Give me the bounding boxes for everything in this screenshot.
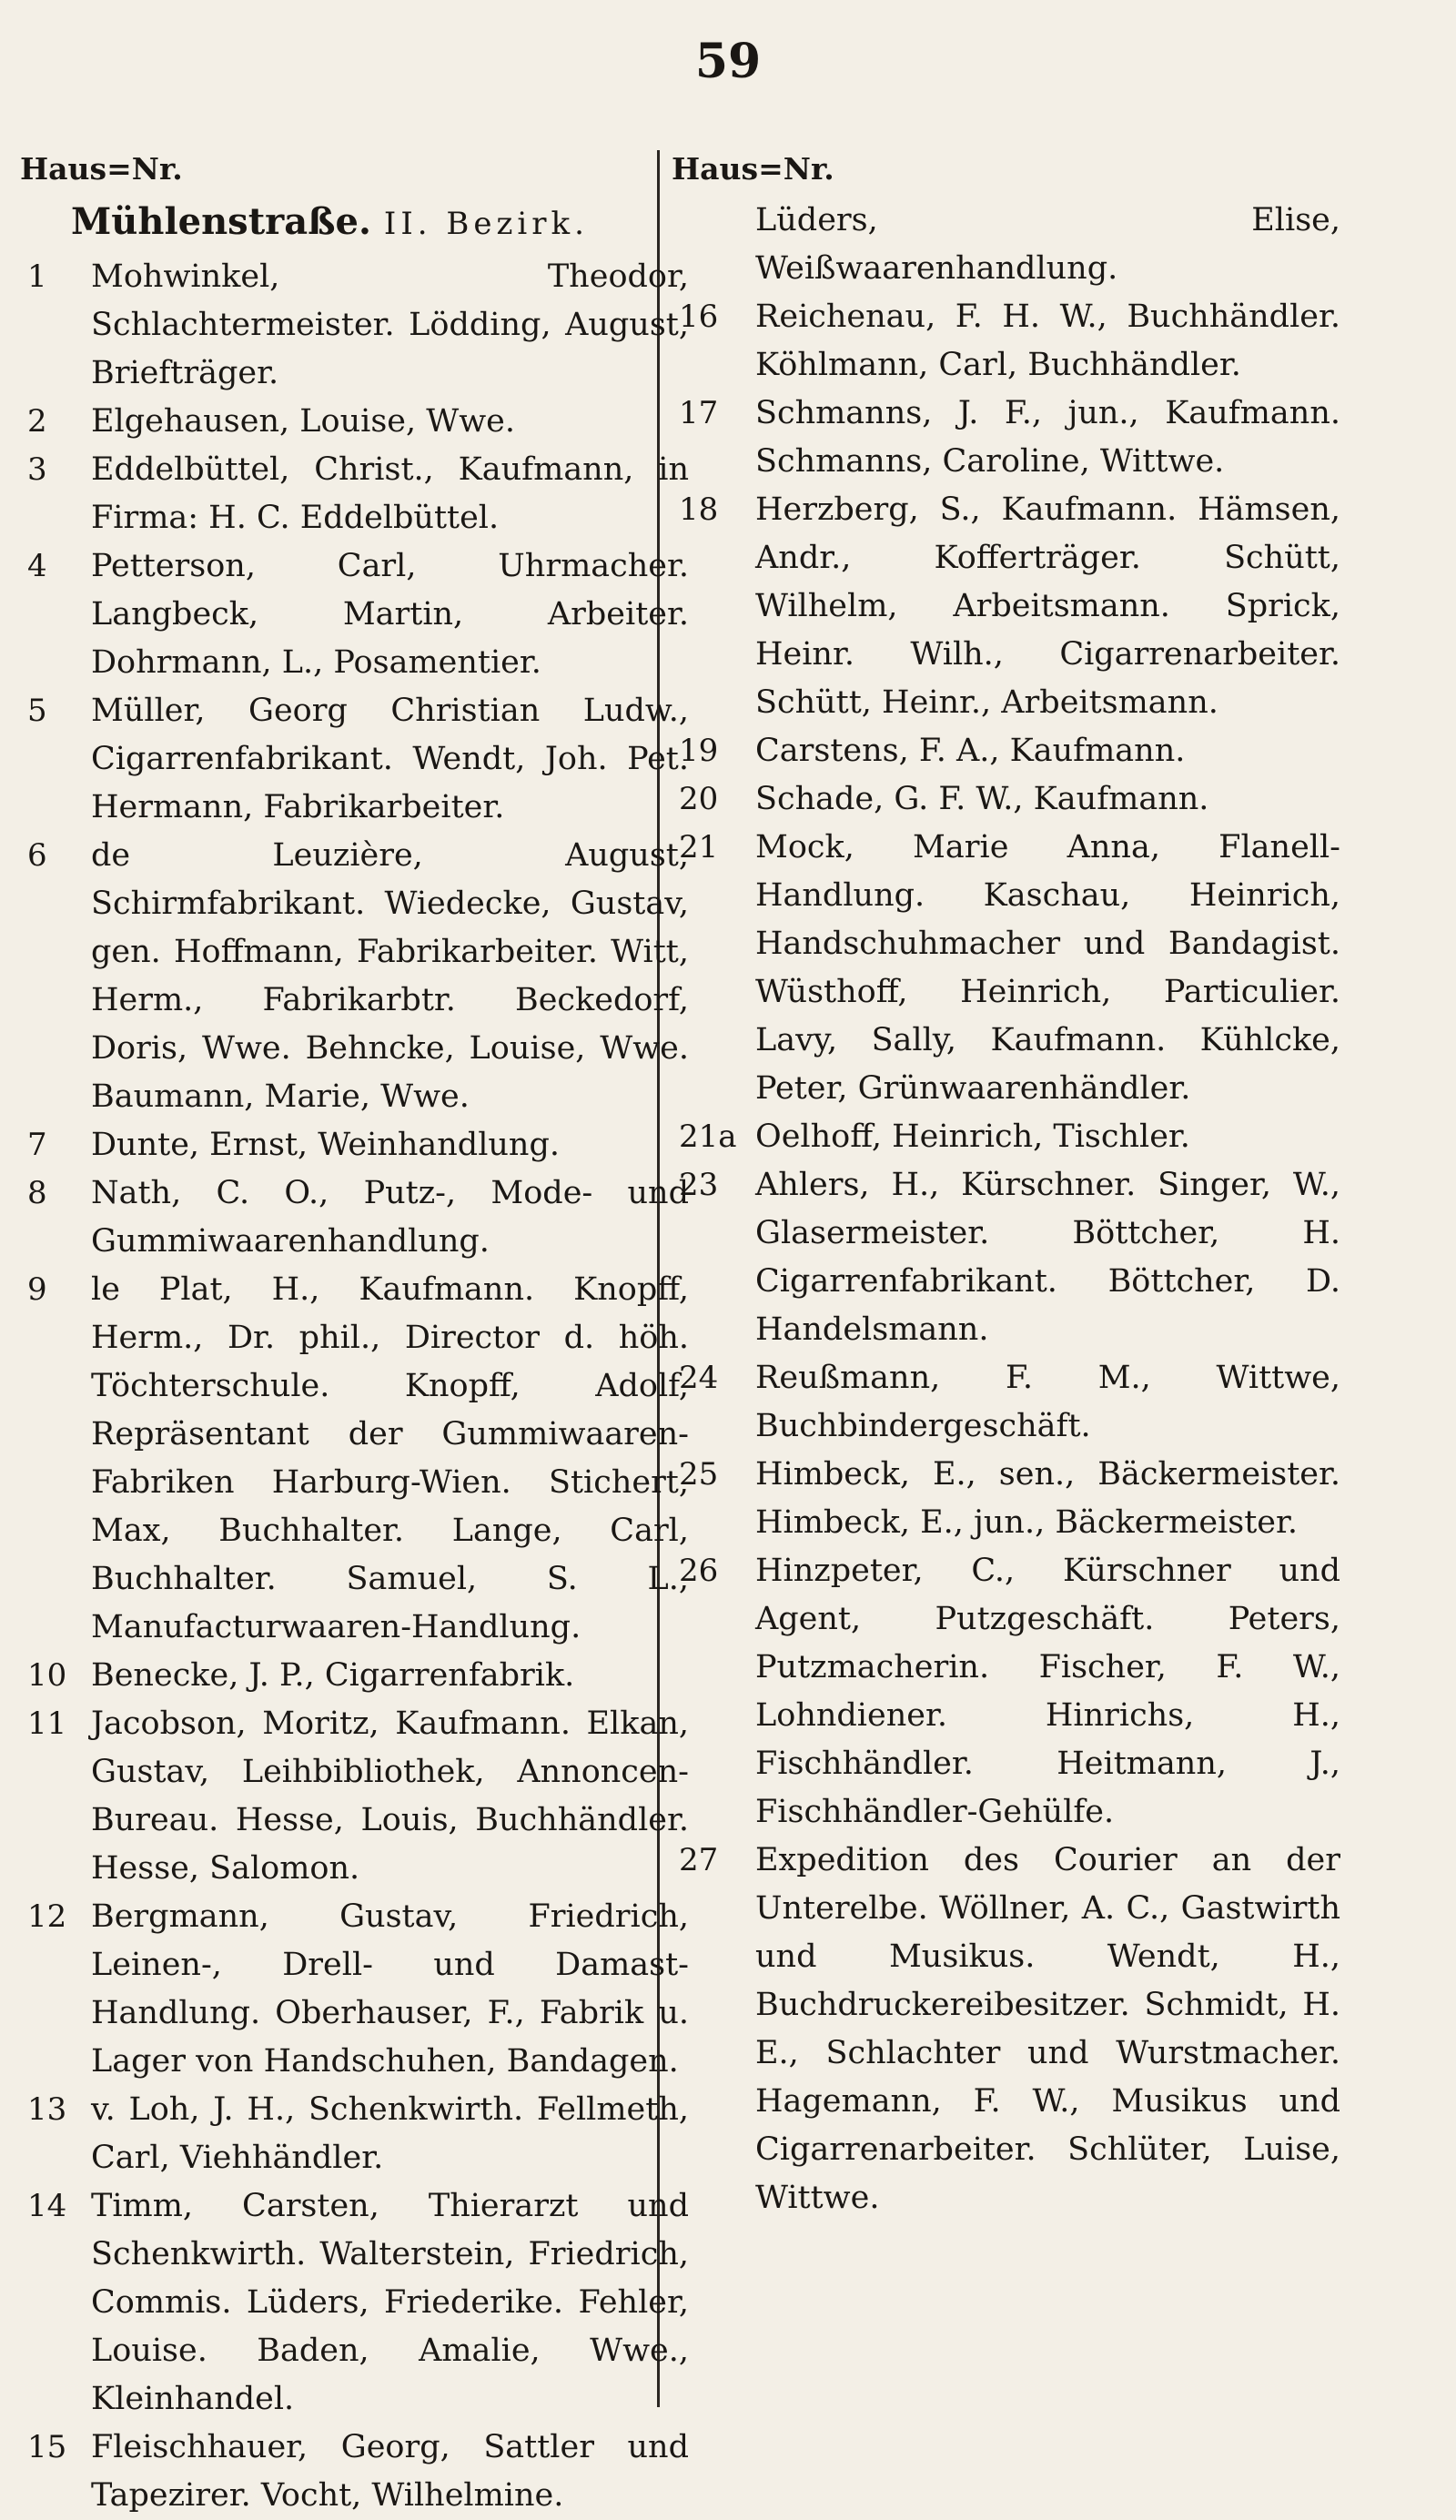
- house-number: 20: [679, 781, 719, 817]
- resident-list: Timm, Carsten, Thierarzt und Schenkwirth. Walterstein, Friedrich, Commis. Lüders, Friederike. Fehler, Louise. Baden, Amalie, Wwe., Kleinhandel.: [91, 2188, 689, 2417]
- directory-entry: [20, 687, 689, 832]
- house-number-header: Haus=Nr.: [20, 151, 183, 187]
- directory-entry: [672, 1161, 1340, 1354]
- house-number: 3: [27, 451, 47, 488]
- directory-entry: [20, 1700, 689, 1893]
- house-number: 5: [27, 693, 47, 729]
- directory-entry: [672, 1451, 1340, 1547]
- resident-list: Mock, Marie Anna, Flanell-Handlung. Kaschau, Heinrich, Handschuhmacher und Bandagist. Wüsthoff, Heinrich, Particulier. Lavy, Sally, Kaufmann. Kühlcke, Peter, Grünwaarenhändler.: [755, 829, 1340, 1107]
- district-label: II. Bezirk.: [383, 206, 589, 242]
- house-number: 26: [679, 1553, 719, 1589]
- resident-list: Petterson, Carl, Uhrmacher. Langbeck, Martin, Arbeiter. Dohrmann, L., Posamentier.: [91, 548, 689, 681]
- left-column: [20, 146, 689, 2520]
- resident-list: Expedition des Courier an der Unterelbe. Wöllner, A. C., Gastwirth und Musikus. Wendt, H., Buchdruckereibesitzer. Schmidt, H. E., Schlachter und Wurstmacher. Hagemann, F. W., Musikus und Cigarrenarbeiter. Schlüter, Luise, Wittwe.: [755, 1842, 1340, 2216]
- house-number: 7: [27, 1127, 47, 1163]
- house-number: 23: [679, 1167, 719, 1203]
- house-number: 19: [679, 733, 719, 769]
- house-number: 24: [679, 1360, 719, 1396]
- directory-entry: [20, 2086, 689, 2182]
- directory-entry: [20, 1266, 689, 1652]
- directory-entry: [20, 446, 689, 542]
- resident-list: Elgehausen, Louise, Wwe.: [91, 403, 516, 440]
- directory-entry: [20, 1121, 689, 1169]
- directory-entry: [20, 1652, 689, 1700]
- directory-entry: [20, 2424, 689, 2520]
- directory-entry: [672, 1354, 1340, 1451]
- directory-entry: [672, 727, 1340, 775]
- house-number: 16: [679, 299, 719, 335]
- right-column: [672, 146, 1340, 2222]
- house-number: 15: [27, 2429, 67, 2465]
- resident-list: v. Loh, J. H., Schenkwirth. Fellmeth, Carl, Viehhändler.: [91, 2091, 689, 2176]
- directory-entry: [672, 390, 1340, 486]
- resident-list: Ahlers, H., Kürschner. Singer, W., Glasermeister. Böttcher, H. Cigarrenfabrikant. Böttcher, D. Handelsmann.: [755, 1167, 1340, 1348]
- directory-entry: [672, 824, 1340, 1113]
- resident-list: Mohwinkel, Theodor, Schlachtermeister. Lödding, August, Briefträger.: [91, 258, 689, 391]
- house-number: 1: [27, 258, 47, 295]
- resident-list: Eddelbüttel, Christ., Kaufmann, in Firma: H. C. Eddelbüttel.: [91, 451, 689, 536]
- resident-list: de Leuzière, August, Schirmfabrikant. Wiedecke, Gustav, gen. Hoffmann, Fabrikarbeiter. Witt, Herm., Fabrikarbtr. Beckedorf, Doris, Wwe. Behncke, Louise, Wwe. Baumann, Marie, Wwe.: [91, 837, 689, 1115]
- house-number: 10: [27, 1657, 67, 1694]
- resident-list: Hinzpeter, C., Kürschner und Agent, Putzgeschäft. Peters, Putzmacherin. Fischer, F. W., Lohndiener. Hinrichs, H., Fischhändler. Heitmann, J., Fischhändler-Gehülfe.: [755, 1553, 1340, 1830]
- directory-entry: [20, 398, 689, 446]
- house-number: 21a: [679, 1118, 737, 1155]
- directory-entry: [672, 293, 1340, 390]
- resident-list: Müller, Georg Christian Ludw., Cigarrenfabrikant. Wendt, Joh. Pet. Hermann, Fabrikarbeiter.: [91, 693, 689, 825]
- directory-entry: [20, 2182, 689, 2424]
- directory-entry: [672, 1547, 1340, 1837]
- house-number: 13: [27, 2091, 67, 2128]
- resident-list: Benecke, J. P., Cigarrenfabrik.: [91, 1657, 575, 1694]
- house-number: 8: [27, 1175, 47, 1211]
- resident-list: Nath, C. O., Putz-, Mode- und Gummiwaarenhandlung.: [91, 1175, 689, 1260]
- directory-entry: [20, 253, 689, 398]
- house-number: 11: [27, 1705, 67, 1742]
- directory-entry: [20, 1169, 689, 1266]
- house-number: 17: [679, 395, 719, 431]
- resident-list: Oelhoff, Heinrich, Tischler.: [755, 1118, 1190, 1155]
- resident-list: Himbeck, E., sen., Bäckermeister. Himbeck, E., jun., Bäckermeister.: [755, 1456, 1340, 1541]
- resident-list: Schade, G. F. W., Kaufmann.: [755, 781, 1209, 817]
- house-number: 12: [27, 1898, 67, 1935]
- house-number: 18: [679, 491, 719, 528]
- resident-list: Jacobson, Moritz, Kaufmann. Elkan, Gustav, Leihbibliothek, Annoncen-Bureau. Hesse, Louis, Buchhändler. Hesse, Salomon.: [91, 1705, 689, 1887]
- continued-entry: Lüders, Elise, Weißwaarenhandlung.: [755, 202, 1340, 287]
- house-number: 14: [27, 2188, 67, 2224]
- directory-entry: [672, 775, 1340, 824]
- directory-entry: [20, 542, 689, 687]
- house-number: 27: [679, 1842, 719, 1878]
- resident-list: Reichenau, F. H. W., Buchhändler. Köhlmann, Carl, Buchhändler.: [755, 299, 1340, 383]
- resident-list: Reußmann, F. M., Wittwe, Buchbindergeschäft.: [755, 1360, 1340, 1444]
- house-number: 2: [27, 403, 47, 440]
- house-number-header: Haus=Nr.: [672, 151, 834, 187]
- directory-entry: [672, 1113, 1340, 1161]
- street-name: Mühlenstraße.: [71, 200, 371, 243]
- directory-entry: [672, 486, 1340, 727]
- resident-list: Carstens, F. A., Kaufmann.: [755, 733, 1186, 769]
- resident-list: Dunte, Ernst, Weinhandlung.: [91, 1127, 561, 1163]
- resident-list: Bergmann, Gustav, Friedrich, Leinen-, Drell- und Damast-Handlung. Oberhauser, F., Fabrik u. Lager von Handschuhen, Bandagen.: [91, 1898, 689, 2080]
- directory-entry: [672, 1837, 1340, 2222]
- page-number: 59: [694, 34, 762, 89]
- resident-list: Fleischhauer, Georg, Sattler und Tapezirer. Vocht, Wilhelmine.: [91, 2429, 689, 2514]
- directory-entry: [20, 1893, 689, 2086]
- street-heading: [71, 197, 689, 249]
- resident-list: le Plat, H., Kaufmann. Knopff, Herm., Dr. phil., Director d. höh. Töchterschule. Knopff, Adolf, Repräsentant der Gummiwaaren-Fabriken Harburg-Wien. Stichert, Max, Buchhalter. Lange, Carl, Buchhalter. Samuel, S. L., Manufacturwaaren-Handlung.: [91, 1271, 689, 1645]
- house-number: 21: [679, 829, 719, 865]
- house-number: 4: [27, 548, 47, 584]
- directory-entry: [20, 832, 689, 1121]
- house-number: 9: [27, 1271, 47, 1308]
- house-number: 25: [679, 1456, 719, 1493]
- resident-list: Herzberg, S., Kaufmann. Hämsen, Andr., Kofferträger. Schütt, Wilhelm, Arbeitsmann. Sprick, Heinr. Wilh., Cigarrenarbeiter. Schütt, Heinr., Arbeitsmann.: [755, 491, 1340, 721]
- resident-list: Schmanns, J. F., jun., Kaufmann. Schmanns, Caroline, Wittwe.: [755, 395, 1340, 480]
- house-number: 6: [27, 837, 47, 874]
